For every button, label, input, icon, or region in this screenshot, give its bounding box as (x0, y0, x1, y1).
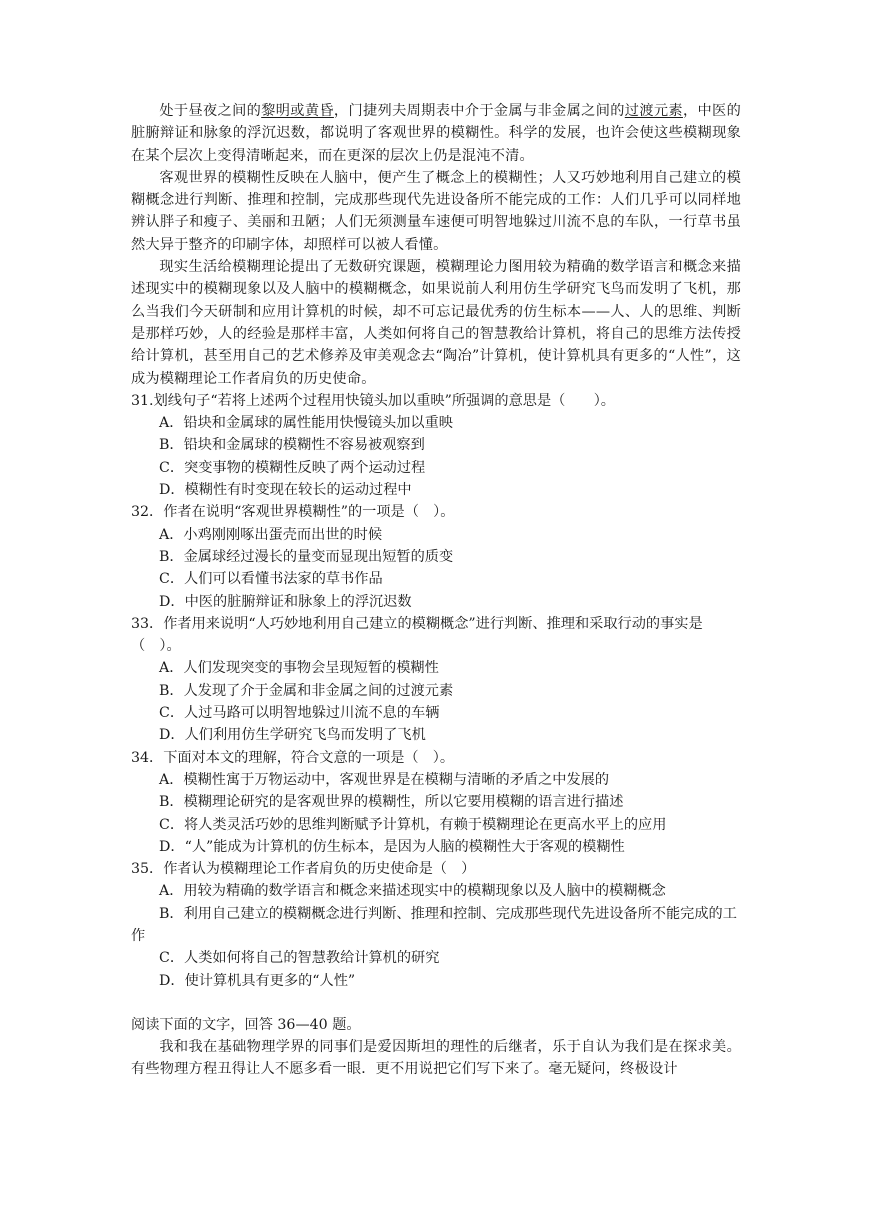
option-a: A．铅块和金属球的属性能用快慢镜头加以重映 (159, 415, 453, 432)
passage-paragraph-2: 客观世界的模糊性反映在人脑中，便产生了概念上的模糊性；人又巧妙地利用自己建立的模糊概念进行判断、推理和控制，完成那些现代先进设备所不能完成的工作：人们几乎可以同样地辨认胖子和瘦子、美丽和丑陋；人们无须测量车速便可明智地躲过川流不息的车队，一行草书虽然大异于整齐的印刷字体，却照样可以被人看懂。 (131, 169, 741, 253)
question-35 (131, 858, 741, 992)
text-run: 处于昼夜之间的 (159, 103, 262, 119)
option-b: B．人发现了介于金属和非金属之间的过渡元素 (159, 682, 454, 699)
option-c: C．人过马路可以明智地躲过川流不息的车辆 (159, 705, 440, 722)
text-run: ，中医的脏腑辩证和脉象的浮沉迟数，都说明了客观世界的模糊性。科学的发展，也许会使这些模糊现象在某个层次上变得清晰起来，而在更深的层次上仍是混沌不清。 (131, 103, 741, 164)
option-a: A．模糊性寓于万物运动中，客观世界是在模糊与清晰的矛盾之中发展的 (159, 771, 610, 788)
option-c: C．突变事物的模糊性反映了两个运动过程 (159, 459, 426, 476)
option-b: B．模糊理论研究的是客观世界的模糊性，所以它要用模糊的语言进行描述 (159, 794, 624, 811)
passage-paragraph-3: 现实生活给模糊理论提出了无数研究课题，模糊理论力图用较为精确的数学语言和概念来描述现实中的模糊现象以及人脑中的模糊概念，如果说前人利用仿生学研究飞鸟而发明了飞机，那么当我们今天研制和应用计算机的时候，却不可忘记最优秀的仿生标本——人、人的思维、判断是那样巧妙，人的经验是那样丰富，人类如何将自己的智慧教给计算机，将自己的思维方法传授给计算机，甚至用自己的艺术修养及审美观念去“陶冶”计算机，使计算机具有更多的“人性”，这成为模糊理论工作者肩负的历史使命。 (131, 259, 741, 387)
option-d: D．人们利用仿生学研究飞鸟而发明了飞机 (159, 727, 426, 744)
option-a: A．小鸡刚刚啄出蛋壳而出世的时候 (159, 526, 383, 543)
document-page (131, 100, 741, 1081)
question-stem: 35．作者认为模糊理论工作者肩负的历史使命是（ ） (131, 861, 476, 878)
section2-paragraph-1: 我和我在基础物理学界的同事们是爱因斯坦的理性的后继者，乐于自认为我们是在探求美。有些物理方程丑得让人不愿多看一眼．更不用说把它们写下来了。毫无疑问，终极设计 (131, 1039, 741, 1078)
option-a: A．用较为精确的数学语言和概念来描述现实中的模糊现象以及人脑中的模糊概念 (159, 883, 666, 900)
question-33 (131, 613, 741, 747)
option-a: A．人们发现突变的事物会呈现短暂的模糊性 (159, 660, 439, 677)
section-intro: 阅读下面的文字，回答 36—40 题。 (131, 1016, 361, 1033)
underlined-phrase-transition-elements: 过渡元素 (624, 103, 683, 119)
option-b: B．金属球经过漫长的量变而显现出短暂的质变 (159, 548, 454, 565)
passage-paragraph-1 (131, 100, 741, 167)
section-spacer (131, 992, 741, 1014)
question-stem: 34．下面对本文的理解，符合文意的一项是（ ）。 (131, 749, 455, 766)
question-stem: 33．作者用来说明“人巧妙地利用自己建立的模糊概念”进行判断、推理和采取行动的事实是（ ）。 (131, 615, 703, 655)
option-d: D．模糊性有时变现在较长的运动过程中 (159, 482, 412, 499)
question-stem: 31.划线句子“若将上述两个过程用快镜头加以重映”所强调的意思是（ ）。 (131, 392, 615, 409)
option-c: C．将人类灵活巧妙的思维判断赋予计算机，有赖于模糊理论在更高水平上的应用 (159, 816, 667, 833)
option-d: D．“人”能成为计算机的仿生标本，是因为人脑的模糊性大于客观的模糊性 (159, 838, 625, 855)
option-d: D．使计算机具有更多的“人性” (159, 972, 356, 989)
option-b: B．铅块和金属球的模糊性不容易被观察到 (159, 437, 425, 454)
option-b: B．利用自己建立的模糊概念进行判断、推理和控制、完成那些现代先进设备所不能完成的工作 (131, 905, 737, 944)
option-d: D．中医的脏腑辩证和脉象上的浮沉迟数 (159, 593, 412, 610)
underlined-phrase-dawn-dusk: 黎明或黄昏 (261, 103, 334, 119)
option-c: C．人类如何将自己的智慧教给计算机的研究 (159, 950, 440, 967)
question-stem: 32．作者在说明“客观世界模糊性”的一项是（ ）。 (131, 504, 455, 521)
option-c: C．人们可以看懂书法家的草书作品 (159, 571, 383, 588)
text-run: ，门捷列夫周期表中介于金属与非金属之间的 (333, 103, 625, 119)
question-32 (131, 501, 741, 612)
question-31 (131, 390, 741, 501)
question-34 (131, 747, 741, 858)
